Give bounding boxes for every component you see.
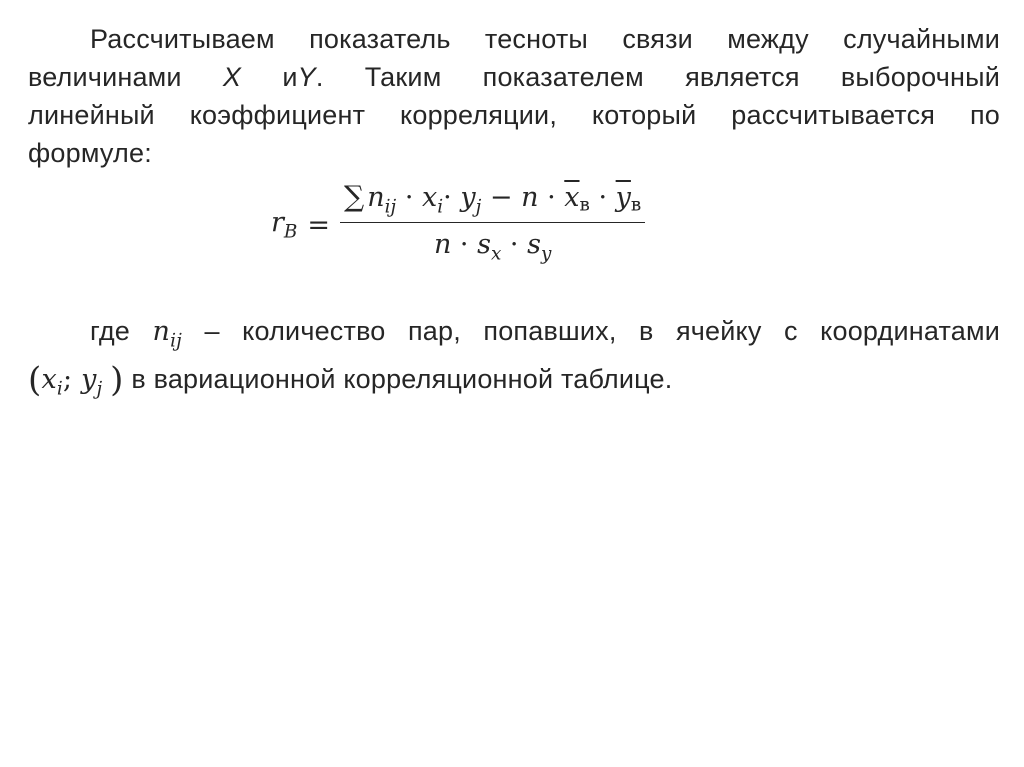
den-s2: s [527,228,541,260]
den-s2-sub: y [540,242,552,264]
num-xbar-sub: в [579,194,590,216]
open-paren: ( [28,360,42,401]
num-x-sub: i [437,196,444,218]
close-paren: ) [110,360,124,401]
num-n2: n [521,182,539,214]
num-minus: − [489,182,513,214]
formula-denominator [434,223,551,264]
intro-line-2 [28,58,1000,96]
intro-text-3: линейный коэффициент корреляции, который рассчитывается по [28,100,1000,130]
intro-line-4 [28,134,1000,172]
def-y-sub: j [96,378,103,400]
intro-text-1: Рассчитываем показатель тесноты связи между случайными [90,24,1000,54]
sum-symbol: ∑ [344,180,365,214]
den-n: n [433,228,452,260]
def-text-where: где [90,316,131,346]
def-y: y [81,364,97,396]
r-symbol: r [271,207,284,239]
correlation-formula [271,172,645,272]
def-text-1: – количество пар, попавших, в ячейку с координатами [204,316,1001,346]
intro-text-2b: . Таким показателем является выборочный [315,62,1001,92]
def-nij [152,316,183,352]
num-xbar: $\overline{x}$ [564,182,580,214]
def-n: n [152,316,171,347]
num-dot-3: · [547,182,556,214]
def-text-2: в вариационной корреляционной таблице. [131,364,673,395]
intro-text-2a: величинами [28,62,182,92]
num-y-sub: j [475,196,482,218]
def-n-sub: ij [170,330,183,352]
r-subscript: B [283,221,298,243]
def-semicolon: ; [62,364,73,396]
num-x: x [422,182,438,214]
num-n: n [367,182,385,214]
formula-lhs [271,207,297,242]
equals-sign: = [307,209,331,241]
intro-line-1 [28,20,1000,58]
definition-line-1 [28,312,1000,360]
num-dot-1: · [404,182,414,214]
variable-x: X [222,62,242,92]
num-y: y [460,182,476,214]
den-dot-1: · [459,228,469,260]
def-x: x [41,364,57,396]
def-coordinates [41,364,103,400]
definition-line-2 [28,360,1000,408]
intro-line-3 [28,96,1000,134]
def-x-sub: i [56,378,63,400]
den-dot-2: · [509,228,519,260]
num-dot-4: · [598,182,608,214]
num-ybar-sub: в [630,194,642,216]
variable-y: Y [297,62,316,92]
formula-fraction [340,180,645,264]
intro-text-4: формуле: [28,138,152,168]
num-n-sub: ij [384,196,397,218]
num-dot-2: · [443,182,452,214]
den-s1-sub: x [490,242,502,264]
definition-paragraph [28,312,1000,409]
formula-numerator [340,180,645,221]
den-s1: s [477,228,491,260]
conjunction-and: и [282,62,298,92]
intro-paragraph [28,20,1000,172]
num-ybar: $\overline{y}$ [615,182,631,214]
